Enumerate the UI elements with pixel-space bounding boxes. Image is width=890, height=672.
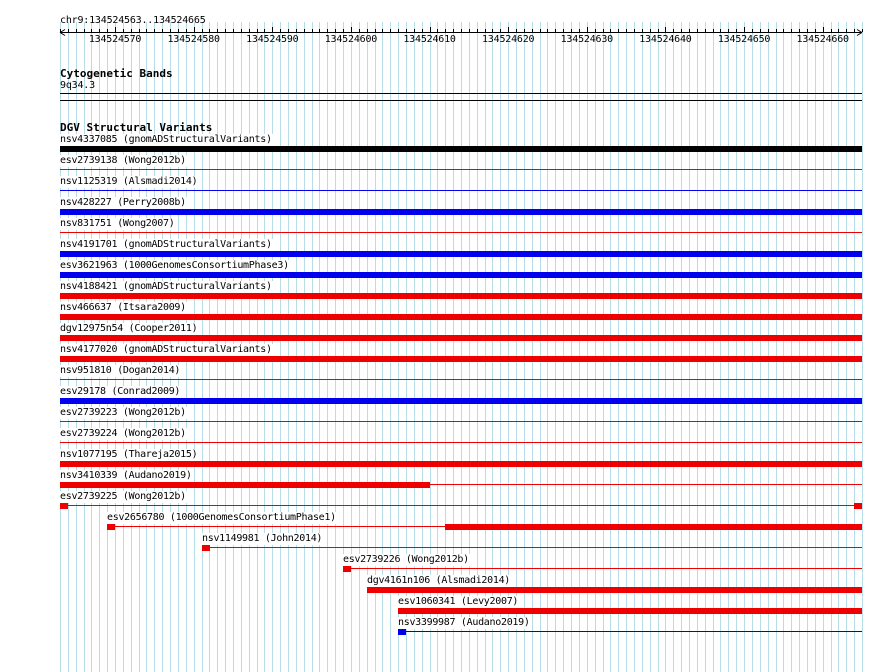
feature-label[interactable]: nsv951810 (Dogan2014) bbox=[60, 365, 181, 376]
feature-bar[interactable] bbox=[60, 251, 862, 257]
feature-bar[interactable] bbox=[398, 608, 862, 614]
feature-bar[interactable] bbox=[202, 545, 210, 551]
feature-line bbox=[60, 379, 862, 380]
feature-line bbox=[60, 505, 862, 506]
ruler-tick-label: 134524600 bbox=[324, 34, 378, 45]
feature-line bbox=[202, 547, 862, 548]
feature-bar[interactable] bbox=[60, 314, 862, 320]
feature-bar[interactable] bbox=[60, 293, 862, 299]
ruler-tick-label: 134524620 bbox=[481, 34, 535, 45]
feature-bar[interactable] bbox=[60, 209, 862, 215]
feature-bar[interactable] bbox=[398, 629, 406, 635]
ruler-tick-label: 134524660 bbox=[796, 34, 849, 45]
feature-line bbox=[60, 442, 862, 443]
ruler-tick-label: 134524570 bbox=[88, 34, 142, 45]
feature-bar[interactable] bbox=[107, 524, 115, 530]
feature-bar[interactable] bbox=[60, 461, 862, 467]
feature-label[interactable]: nsv4188421 (gnomADStructuralVariants) bbox=[60, 281, 272, 292]
feature-bar[interactable] bbox=[60, 146, 862, 152]
feature-bar[interactable] bbox=[60, 398, 862, 404]
cytoband-track-title: Cytogenetic Bands bbox=[60, 67, 173, 80]
feature-line bbox=[398, 631, 862, 632]
feature-bar[interactable] bbox=[60, 335, 862, 341]
ruler-tick-label: 134524650 bbox=[717, 34, 771, 45]
feature-label[interactable]: esv2739225 (Wong2012b) bbox=[60, 491, 186, 502]
feature-label[interactable]: esv2739226 (Wong2012b) bbox=[343, 554, 469, 565]
feature-label[interactable]: dgv12975n54 (Cooper2011) bbox=[60, 323, 198, 334]
dgv-track-title: DGV Structural Variants bbox=[60, 121, 213, 134]
feature-label[interactable]: nsv3410339 (Audano2019) bbox=[60, 470, 192, 481]
feature-line bbox=[60, 169, 862, 170]
feature-bar[interactable] bbox=[60, 503, 68, 509]
feature-line bbox=[60, 232, 862, 233]
feature-label[interactable]: nsv831751 (Wong2007) bbox=[60, 218, 175, 229]
feature-label[interactable]: nsv428227 (Perry2008b) bbox=[60, 197, 186, 208]
feature-label[interactable]: nsv1077195 (Thareja2015) bbox=[60, 449, 198, 460]
ruler-tick-label: 134524610 bbox=[403, 34, 456, 45]
feature-bar[interactable] bbox=[60, 482, 430, 488]
feature-label[interactable]: nsv3399987 (Audano2019) bbox=[398, 617, 530, 628]
feature-label[interactable]: nsv4177020 (gnomADStructuralVariants) bbox=[60, 344, 272, 355]
feature-bar[interactable] bbox=[445, 524, 862, 530]
feature-label[interactable]: esv2656780 (1000GenomesConsortiumPhase1) bbox=[107, 512, 336, 523]
locus-label: chr9:134524563..134524665 bbox=[60, 15, 206, 26]
feature-label[interactable]: dgv4161n106 (Alsmadi2014) bbox=[367, 575, 511, 586]
feature-bar[interactable] bbox=[854, 503, 862, 509]
feature-label[interactable]: esv2739223 (Wong2012b) bbox=[60, 407, 186, 418]
feature-label[interactable]: nsv466637 (Itsara2009) bbox=[60, 302, 186, 313]
ruler-tick-label: 134524640 bbox=[639, 34, 692, 45]
feature-bar[interactable] bbox=[343, 566, 351, 572]
ruler-tick-label: 134524590 bbox=[246, 34, 299, 45]
feature-label[interactable]: esv29178 (Conrad2009) bbox=[60, 386, 181, 397]
feature-label[interactable]: nsv1149981 (John2014) bbox=[202, 533, 323, 544]
feature-label[interactable]: nsv4191701 (gnomADStructuralVariants) bbox=[60, 239, 272, 250]
feature-bar[interactable] bbox=[367, 587, 862, 593]
feature-line bbox=[343, 568, 862, 569]
feature-label[interactable]: esv1060341 (Levy2007) bbox=[398, 596, 519, 607]
feature-line bbox=[60, 421, 862, 422]
feature-bar[interactable] bbox=[60, 356, 862, 362]
feature-bar[interactable] bbox=[60, 272, 862, 278]
feature-label[interactable]: esv3621963 (1000GenomesConsortiumPhase3) bbox=[60, 260, 289, 271]
ruler-tick-label: 134524580 bbox=[167, 34, 220, 45]
feature-label[interactable]: nsv1125319 (Alsmadi2014) bbox=[60, 176, 198, 187]
feature-label[interactable]: esv2739138 (Wong2012b) bbox=[60, 155, 186, 166]
feature-line bbox=[60, 190, 862, 191]
cytoband-label: 9q34.3 bbox=[60, 80, 95, 91]
feature-label[interactable]: esv2739224 (Wong2012b) bbox=[60, 428, 186, 439]
feature-label[interactable]: nsv4337085 (gnomADStructuralVariants) bbox=[60, 134, 272, 145]
ruler-tick-label: 134524630 bbox=[560, 34, 613, 45]
